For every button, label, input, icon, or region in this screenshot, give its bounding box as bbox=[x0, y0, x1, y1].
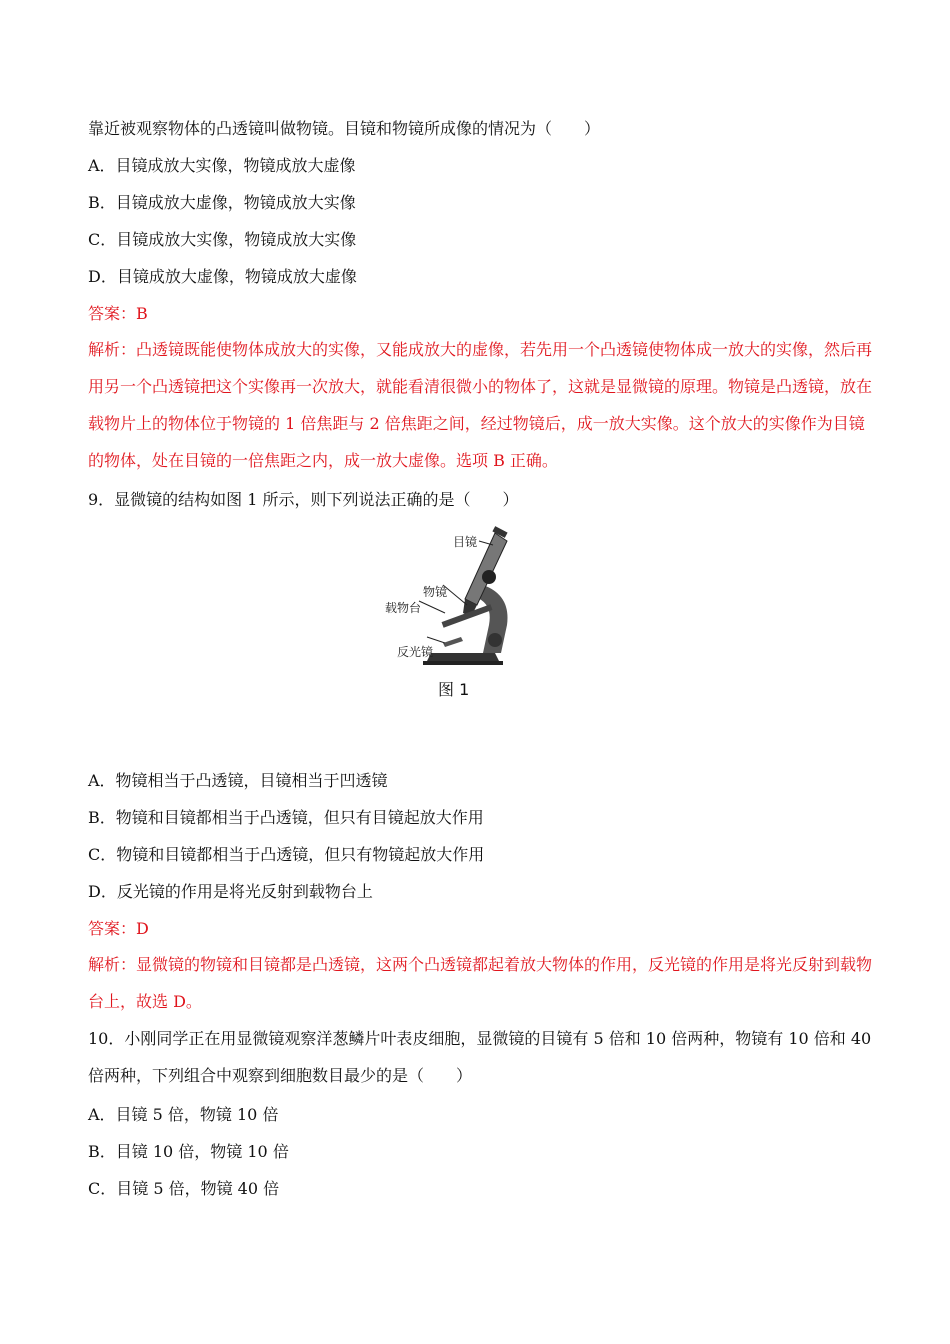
q9-stem: 9．显微镜的结构如图 1 所示，则下列说法正确的是（ ） bbox=[88, 490, 519, 509]
q10-option-a: A．目镜 5 倍，物镜 10 倍 bbox=[88, 1105, 279, 1124]
q9-option-b: B．物镜和目镜都相当于凸透镜，但只有目镜起放大作用 bbox=[88, 808, 484, 827]
q9-option-d: D．反光镜的作用是将光反射到载物台上 bbox=[88, 882, 373, 901]
q9-option-a: A．物镜相当于凸透镜，目镜相当于凹透镜 bbox=[88, 771, 388, 790]
figure-caption: 图 1 bbox=[438, 680, 470, 699]
q8-answer: 答案：B bbox=[88, 304, 148, 323]
microscope-figure bbox=[383, 525, 533, 705]
q9-answer: 答案：D bbox=[88, 919, 149, 938]
label-objective: 物镜 bbox=[423, 585, 448, 599]
label-eyepiece: 目镜 bbox=[453, 535, 478, 549]
q8-option-a: A．目镜成放大实像，物镜成放大虚像 bbox=[88, 156, 356, 175]
q8-analysis: 解析：凸透镜既能使物体成放大的实像，又能成放大的虚像，若先用一个凸透镜使物体成一放大的实像，然后再用另一个凸透镜把这个实像再一次放大，就能看清很微小的物体了，这就是显微镜的原理。物镜是凸透镜，放在载物片上的物体位于物镜的 1 倍焦距与 2 倍焦距之间，经过物镜后，成一放大实像。这个放大的实像作为目镜的物体，处在目镜的一倍焦距之内，成一放大虚像。选项 B 正确。 bbox=[88, 340, 873, 470]
q8-option-c: C．目镜成放大实像，物镜成放大实像 bbox=[88, 230, 357, 249]
q10-option-c: C．目镜 5 倍，物镜 40 倍 bbox=[88, 1179, 280, 1198]
q8-option-d: D．目镜成放大虚像，物镜成放大虚像 bbox=[88, 267, 357, 286]
q9-analysis: 解析：显微镜的物镜和目镜都是凸透镜，这两个凸透镜都起着放大物体的作用，反光镜的作用是将光反射到载物台上，故选 D。 bbox=[88, 955, 873, 1011]
label-stage: 载物台 bbox=[385, 601, 422, 615]
q8-option-b: B．目镜成放大虚像，物镜成放大实像 bbox=[88, 193, 356, 212]
q8-stem: 靠近被观察物体的凸透镜叫做物镜。目镜和物镜所成像的情况为（ ） bbox=[88, 119, 601, 138]
q9-option-c: C．物镜和目镜都相当于凸透镜，但只有物镜起放大作用 bbox=[88, 845, 485, 864]
q10-stem: 10．小刚同学正在用显微镜观察洋葱鳞片叶表皮细胞，显微镜的目镜有 5 倍和 10 倍两种，物镜有 10 倍和 40 倍两种，下列组合中观察到细胞数目最少的是（ ） bbox=[88, 1029, 872, 1085]
q10-option-b: B．目镜 10 倍，物镜 10 倍 bbox=[88, 1142, 289, 1161]
label-mirror: 反光镜 bbox=[397, 645, 434, 659]
